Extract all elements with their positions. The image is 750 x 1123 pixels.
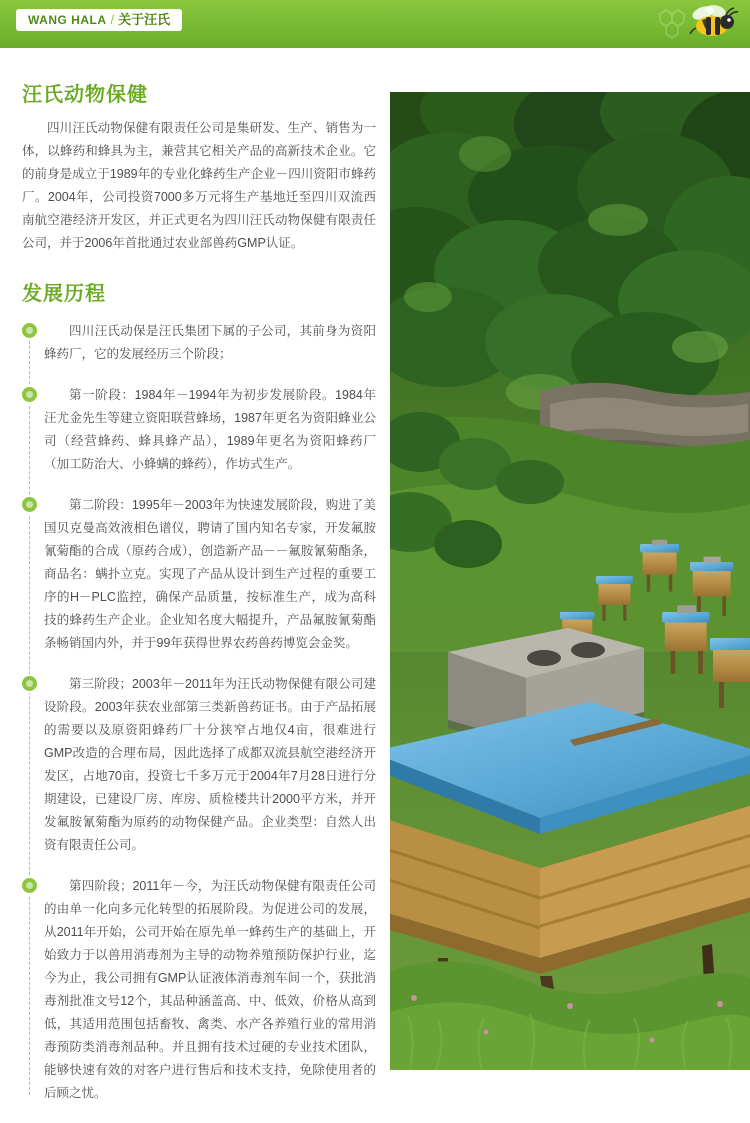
development-timeline: [22, 320, 376, 1105]
bee-icon: [650, 0, 740, 48]
list-item: [44, 673, 376, 857]
brand-tab[interactable]: [16, 9, 182, 31]
brand-cn-label: 关于汪氏: [118, 11, 171, 27]
bullet-dot-icon: [22, 387, 37, 402]
list-item: [44, 494, 376, 655]
timeline-text: 第一阶段：1984年－1994年为初步发展阶段。1984年汪尤金先生等建立资阳联营蜂场，1987年更名为资阳蜂业公司（经营蜂药、蜂具蜂产品），1989年更名为资阳蜂药厂（加工防治大、小蜂螨的蜂药），作坊式生产。: [44, 388, 376, 471]
bullet-dot-icon: [22, 497, 37, 512]
apiary-photo: [390, 92, 750, 1070]
bullet-dot-icon: [22, 878, 37, 893]
bullet-dot-icon: [22, 323, 37, 338]
timeline-text: 第四阶段；2011年－今，为汪氏动物保健有限责任公司的由单一化向多元化转型的拓展阶段。为促进公司的发展，从2011年开始，公司开始在原先单一蜂药生产的基础上，开始致力于以兽用消毒剂为主导的动物养殖预防保护行业，迄今为止，我公司拥有GMP认证液体消毒剂车间一个，获批消毒剂批准文号12个，其品种涵盖高、中、低效，价格从高到低，其适用范围包括畜牧、禽类、水产各养殖行业的常用消毒预防类消毒剂品种。并且拥有技术过硬的专业技术团队，能够快速有效的对客户进行售后和技术支持，免除使用者的后顾之忧。: [44, 879, 376, 1100]
list-item: [44, 384, 376, 476]
brand-en-label: WANG HALA: [28, 12, 107, 27]
list-item: [44, 875, 376, 1105]
brand-separator: /: [110, 11, 115, 27]
timeline-text: 第三阶段；2003年－2011年为汪氏动物保健有限公司建设阶段。2003年获农业部第三类新兽药证书。由于产品拓展的需要以及原资阳蜂药厂十分狭窄占地仅4亩，很难进行GMP改造的合理布局，因此选择了成都双流县航空港经济开发区，占地70亩，投资七千多万元于2004年7月28日进行分期建设，已建设厂房、库房、质检楼共计2000平方米，并开发氟胺氰菊酯为原药的动物保健产品。企业类型：自然人出资有限责任公司。: [44, 677, 376, 852]
section-title-history: 发展历程: [22, 283, 106, 305]
list-item: [44, 320, 376, 366]
bullet-dot-icon: [22, 676, 37, 691]
timeline-text: 四川汪氏动保是汪氏集团下属的子公司，其前身为资阳蜂药厂，它的发展经历三个阶段；: [44, 324, 376, 361]
timeline-text: 第二阶段：1995年－2003年为快速发展阶段，购进了美国贝克曼高效液相色谱仪，聘请了国内知名专家，开发氟胺氰菊酯的合成（原药合成），创造新产品－－氟胺氰菊酯条，商品名：螨扑立克。实现了产品从设计到生产过程的重要工序的H－PLC监控，确保产品质量，按标准生产，成为高科技的蜂药生产企业。企业知名度大幅提升，产品氟胺氰菊酯条畅销国内外，并于99年获得世界农药兽药博览会金奖。: [44, 498, 376, 650]
page-header: [0, 0, 750, 48]
company-intro-paragraph: 四川汪氏动物保健有限责任公司是集研发、生产、销售为一体，以蜂药和蜂具为主，兼营其它相关产品的高新技术企业。它的前身是成立于1989年的专业化蜂药生产企业－四川资阳市蜂药厂。2004年，公司投资7000多万元将生产基地迁至四川双流西南航空港经济开发区，并正式更名为四川汪氏动物保健有限责任公司，并于2006年首批通过农业部兽药GMP认证。: [22, 121, 376, 250]
section-title-company: 汪氏动物保健: [22, 84, 148, 106]
article-column: [0, 48, 390, 1123]
